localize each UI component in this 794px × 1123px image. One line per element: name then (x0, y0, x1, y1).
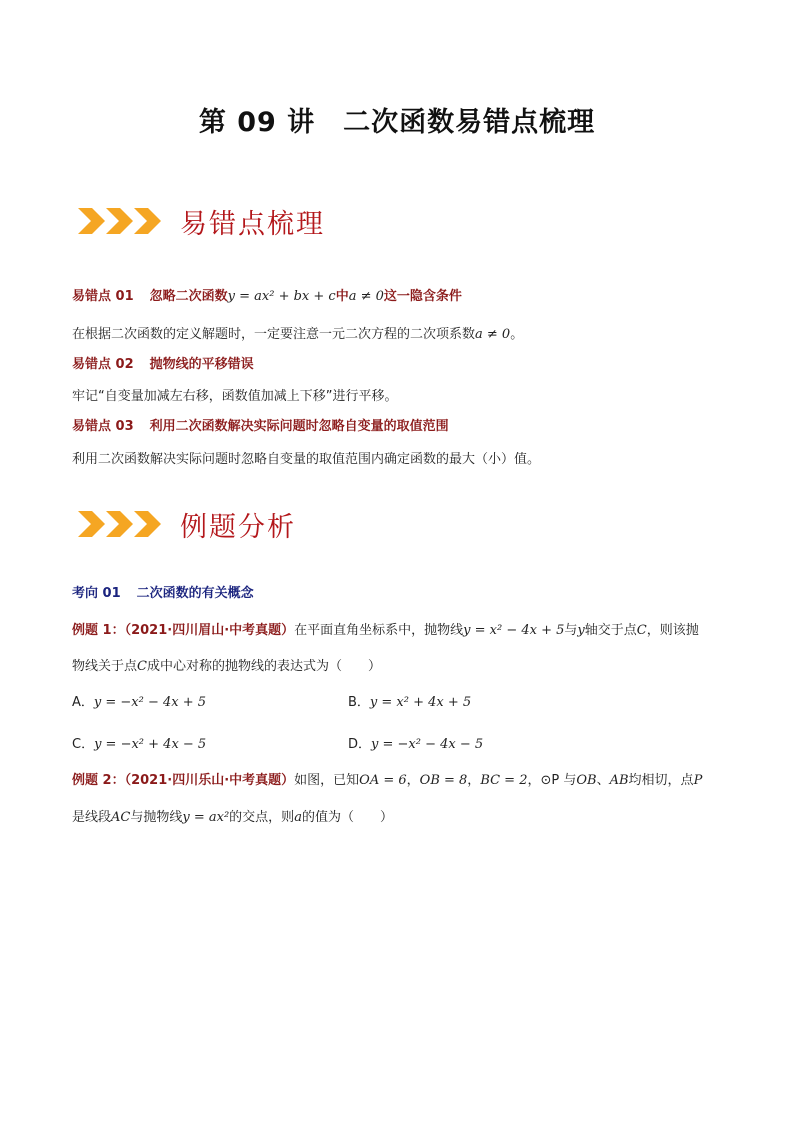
mistake-point-3-heading: 易错点 03 利用二次函数解决实际问题时忽略自变量的取值范围 (72, 419, 449, 434)
mistake-point-1-body: 在根据二次函数的定义解题时，一定要注意一元二次方程的二次项系数a ≠ 0。 (72, 327, 524, 342)
option-a[interactable]: A．y = −x² − 4x + 5 (72, 695, 207, 710)
option-d[interactable]: D．y = −x² − 4x − 5 (348, 737, 484, 752)
section-title: 易错点梳理 (180, 208, 325, 240)
mistake-point-2-body: 牢记“自变量加减左右移，函数值加减上下移”进行平移。 (72, 389, 398, 404)
formula: y = x² − 4x + 5 (463, 623, 565, 638)
triple-chevron-icon (78, 204, 164, 238)
mistake-point-1-heading: 易错点 01 忽略二次函数y = ax² + bx + c中a ≠ 0这一隐含条件 (72, 289, 462, 304)
example-2-line-2: 是线段AC与抛物线y = ax²的交点，则a的值为（ ） (72, 810, 393, 825)
point-number: 易错点 01 (72, 289, 134, 304)
direction-heading: 考向 01 二次函数的有关概念 (72, 586, 254, 601)
example-1-line-2: 物线关于点C成中心对称的抛物线的表达式为（ ） (72, 659, 381, 674)
condition: a ≠ 0 (348, 289, 384, 304)
page-title: 第 09 讲 二次函数易错点梳理 (198, 107, 596, 138)
mistake-point-3-body: 利用二次函数解决实际问题时忽略自变量的取值范围内确定函数的最大（小）值。 (72, 452, 541, 467)
example-label: 例题 2：（2021·四川乐山·中考真题） (72, 773, 295, 788)
point-title: 忽略二次函数 (149, 289, 228, 304)
example-2-line-1: 例题 2：（2021·四川乐山·中考真题）如图，已知OA = 6，OB = 8，BC = 2，⊙P 与OB、AB均相切，点P (72, 773, 703, 788)
section-header-examples (78, 502, 296, 546)
formula: y = ax² + bx + c (227, 289, 336, 304)
triple-chevron-icon (78, 507, 164, 541)
mistake-point-2-heading: 易错点 02 抛物线的平移错误 (72, 357, 254, 372)
section-title: 例题分析 (180, 511, 296, 543)
example-label: 例题 1：（2021·四川眉山·中考真题） (72, 623, 295, 638)
section-header-mistakes (78, 199, 325, 243)
option-c[interactable]: C．y = −x² + 4x − 5 (72, 737, 207, 752)
option-b[interactable]: B．y = x² + 4x + 5 (348, 695, 472, 710)
example-1-line-1: 例题 1：（2021·四川眉山·中考真题）在平面直角坐标系中，抛物线y = x² − 4x + 5与y轴交于点C，则该抛 (72, 623, 699, 638)
